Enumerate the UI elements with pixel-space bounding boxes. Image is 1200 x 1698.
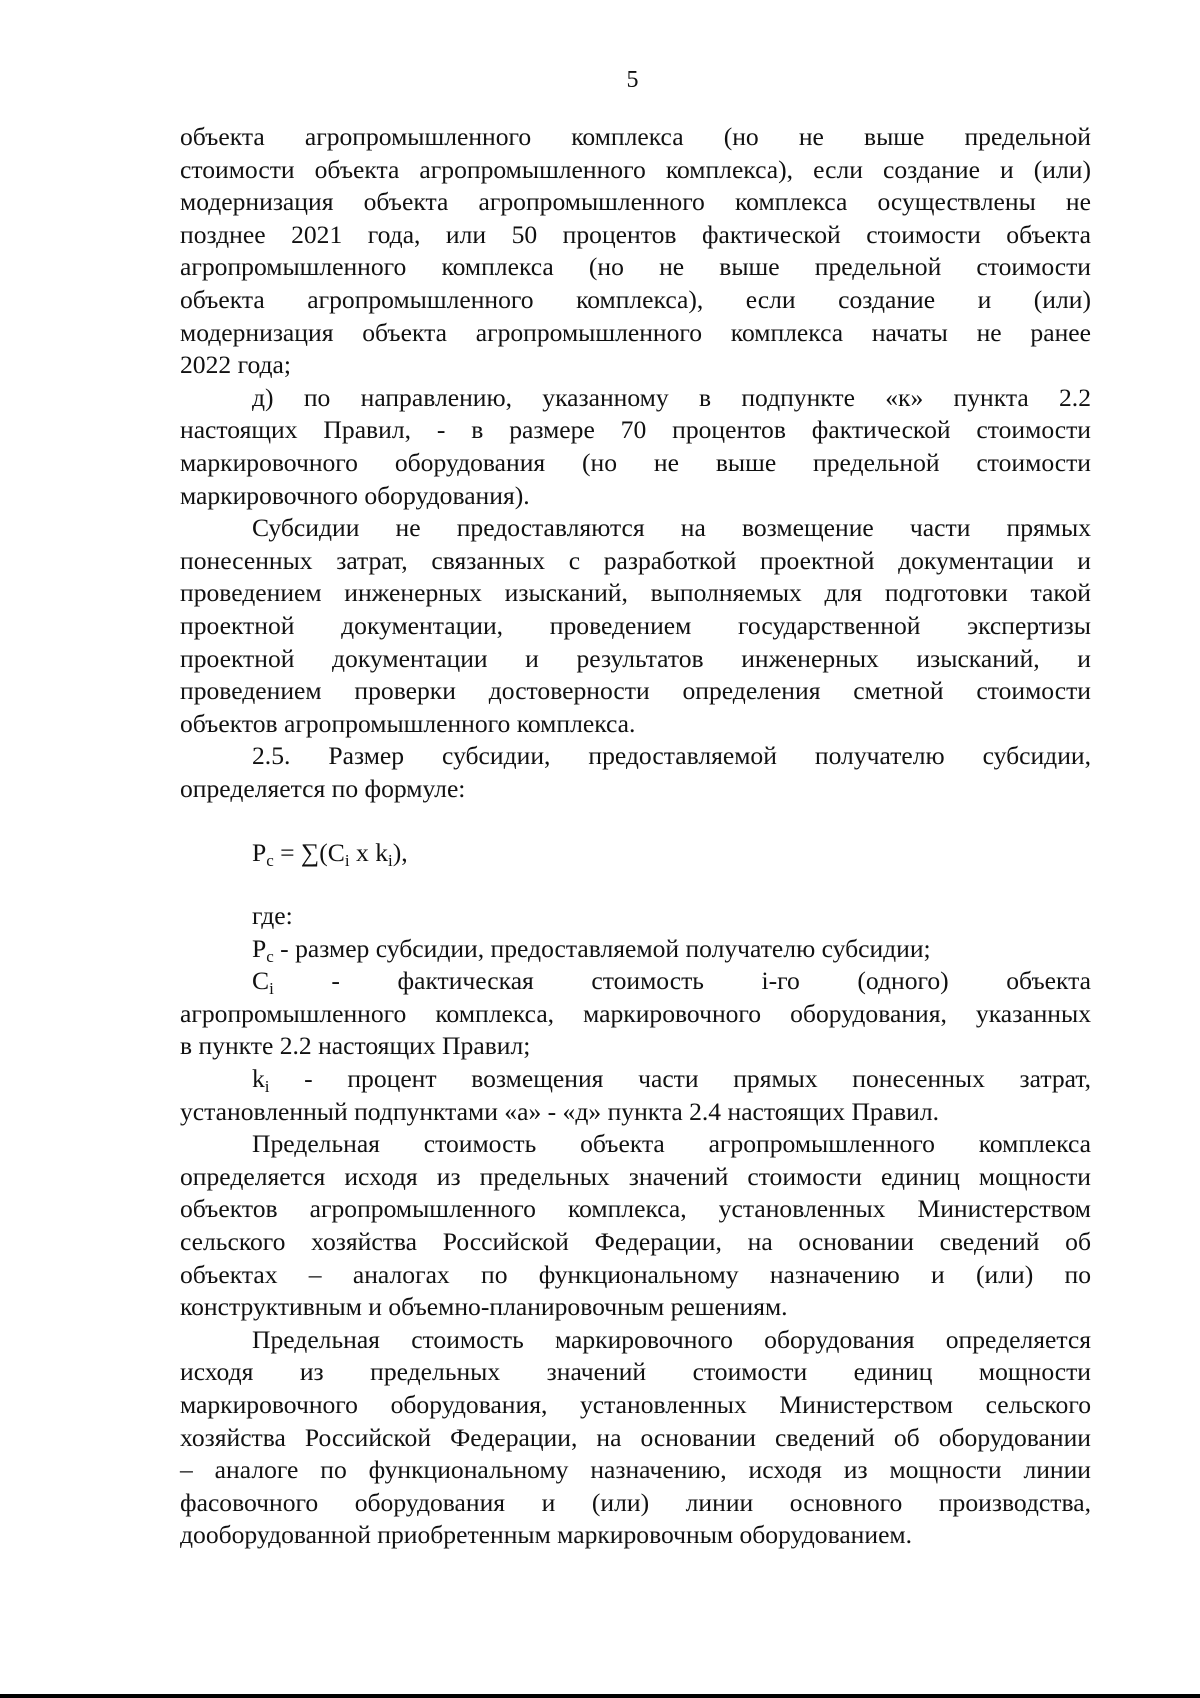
- subsidy-formula: [252, 837, 1091, 870]
- text-line: стоимости объекта агропромышленного комплекса), если создание и (или): [180, 154, 1091, 184]
- text-line: позднее 2021 года, или 50 процентов фактической стоимости объекта: [180, 219, 1091, 249]
- text-line: [180, 965, 1091, 998]
- text-line: установленный подпунктами «а» - «д» пункта 2.4 настоящих Правил.: [180, 1096, 940, 1126]
- page-number: 5: [626, 67, 639, 93]
- paragraph-marking-equipment-limit: [180, 1324, 1091, 1552]
- paragraph-2-5: [180, 740, 1091, 805]
- text-line: в пункте 2.2 настоящих Правил;: [180, 1031, 531, 1061]
- definition-text: - фактическая стоимость i-го (одного) объекта: [273, 966, 1091, 996]
- text-line: дооборудованной приобретенным маркировочным оборудованием.: [180, 1520, 913, 1550]
- formula-subscript: c: [266, 851, 274, 871]
- text-line: модернизация объекта агропромышленного комплекса начаты не ранее: [180, 317, 1091, 347]
- text-line: фасовочного оборудования и (или) линии основного производства,: [180, 1487, 1091, 1517]
- text-line: определяется по формуле:: [180, 773, 466, 803]
- text-line: объектов агропромышленного комплекса.: [180, 708, 636, 738]
- text-line: агропромышленного комплекса (но не выше предельной стоимости: [180, 252, 1091, 282]
- text-line: сельского хозяйства Российской Федерации, на основании сведений об: [180, 1227, 1091, 1256]
- text-line: [180, 1063, 1091, 1096]
- paragraph-item-d: [180, 382, 1091, 512]
- text-line: маркировочного оборудования).: [180, 480, 530, 510]
- paragraph-agro-object-limit: [180, 1128, 1091, 1324]
- text-line: Субсидии не предоставляются на возмещение части прямых: [252, 513, 1091, 543]
- formula-subscript: i: [387, 851, 393, 871]
- text-line: маркировочного оборудования (но не выше предельной стоимости: [180, 447, 1091, 477]
- text-line: проектной документации и результатов инженерных изысканий, и: [180, 643, 1091, 673]
- definition-symbol: P: [252, 933, 267, 963]
- where-label: где:: [252, 901, 293, 931]
- formula-part: ),: [392, 838, 408, 868]
- text-line: исходя из предельных значений стоимости единиц мощности: [180, 1357, 1091, 1387]
- text-line: проведением проверки достоверности определения сметной стоимости: [180, 676, 1091, 706]
- text-line: понесенных затрат, связанных с разработкой проектной документации и: [180, 545, 1091, 575]
- text-line: агропромышленного комплекса, маркировочного оборудования, указанных: [180, 998, 1091, 1028]
- scan-bottom-edge: [0, 1694, 1200, 1698]
- text-line: Предельная стоимость маркировочного оборудования определяется: [252, 1324, 1091, 1354]
- definition-pc: [180, 933, 1091, 966]
- formula-part: x k: [349, 838, 388, 868]
- paragraph-subsidy-exclusions: [180, 512, 1091, 740]
- definition-text: - процент возмещения части прямых понесенных затрат,: [269, 1064, 1091, 1094]
- definition-ci: [180, 965, 1091, 1063]
- text-line: хозяйства Российской Федерации, на основании сведений об оборудовании: [180, 1422, 1091, 1452]
- formula-subscript: i: [344, 851, 350, 871]
- text-line: д) по направлению, указанному в подпункте «к» пункта 2.2: [252, 382, 1091, 412]
- text-line: настоящих Правил, - в размере 70 процентов фактической стоимости: [180, 415, 1091, 445]
- text-line: объекта агропромышленного комплекса (но не выше предельной: [180, 122, 1091, 151]
- text-line: проведением инженерных изысканий, выполняемых для подготовки такой: [180, 578, 1091, 608]
- text-line: объектов агропромышленного комплекса, установленных Министерством: [180, 1194, 1091, 1224]
- text-line: Предельная стоимость объекта агропромышленного комплекса: [252, 1129, 1091, 1159]
- text-line: проектной документации, проведением государственной экспертизы: [180, 610, 1091, 640]
- formula-part: = ∑(C: [273, 838, 345, 868]
- definition-symbol: C: [252, 966, 270, 996]
- definition-subscript: i: [264, 1077, 270, 1097]
- definition-text: - размер субсидии, предоставляемой получателю субсидии;: [273, 933, 931, 963]
- text-line: 2.5. Размер субсидии, предоставляемой получателю субсидии,: [252, 741, 1091, 771]
- formula-symbol-p: P: [252, 838, 267, 868]
- text-line: маркировочного оборудования, установленных Министерством сельского: [180, 1389, 1091, 1419]
- text-line: – аналоге по функциональному назначению, исходя из мощности линии: [180, 1455, 1091, 1485]
- text-line: модернизация объекта агропромышленного комплекса осуществлены не: [180, 187, 1091, 217]
- document-body: [180, 121, 1091, 1552]
- definition-subscript: i: [269, 979, 274, 999]
- text-line: определяется исходя из предельных значений стоимости единиц мощности: [180, 1161, 1091, 1191]
- text-line: объектах – аналогах по функциональному назначению и (или) по: [180, 1259, 1091, 1289]
- definition-ki: [180, 1063, 1091, 1128]
- text-line: конструктивным и объемно-планировочным решениям.: [180, 1292, 788, 1322]
- definition-symbol: k: [252, 1064, 265, 1094]
- paragraph-continuation: [180, 121, 1091, 382]
- text-line: объекта агропромышленного комплекса), если создание и (или): [180, 284, 1091, 314]
- definition-subscript: c: [266, 946, 274, 966]
- text-line: 2022 года;: [180, 350, 291, 380]
